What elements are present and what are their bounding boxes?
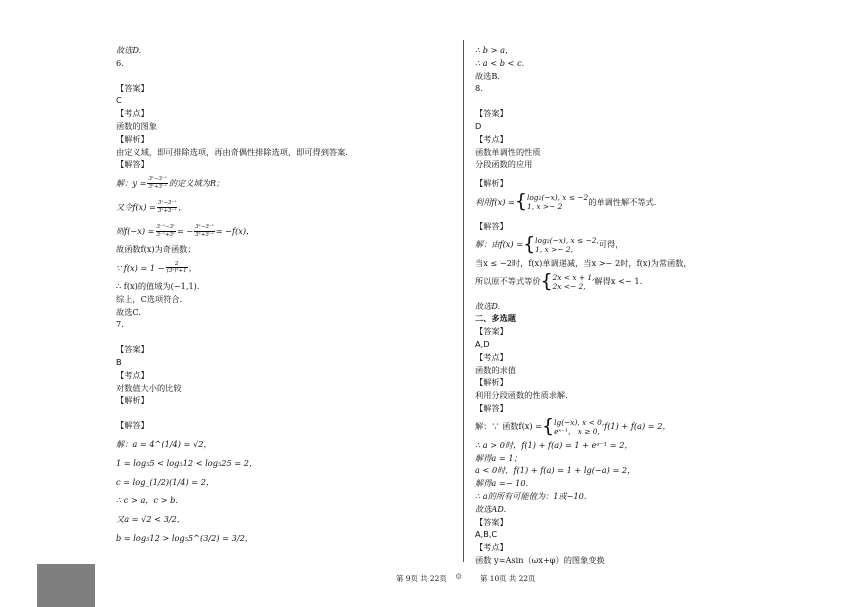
fraction [166, 261, 188, 275]
piecewise-cases [554, 418, 604, 436]
denominator: (3ˣ)²+1 [166, 268, 187, 275]
math-line [475, 190, 815, 214]
case-line: 2x < x + 1, [552, 272, 595, 282]
topic-text: 函数单调性的性质 [475, 146, 541, 157]
topic-text: 函数 y=Asin（ωx+φ）的图象变换 [475, 554, 605, 565]
case-line: lg(−x), x < 0, [554, 417, 605, 427]
brace-symbol: { [540, 270, 553, 293]
math-line: 解得a = 1； [475, 452, 522, 463]
right-page-column [475, 44, 815, 567]
numerator: 3⁻ˣ−3ˣ [156, 224, 175, 231]
question-number: 7. [116, 319, 124, 330]
answer-value: C [116, 95, 122, 106]
piecewise-cases [527, 193, 588, 211]
math-line: ∴ a的所有可能值为：1或−10. [475, 490, 587, 501]
fraction [194, 224, 214, 238]
right-page-number: 第 10页 共 22页 [480, 574, 536, 583]
math-text: 的定义域为R； [168, 177, 225, 188]
math-line: ∴ a > 0时，f(1) + f(a) = 1 + eᵃ⁻¹ = 2， [475, 439, 633, 450]
math-text: 解：y = [116, 177, 147, 188]
question-number: 6. [116, 57, 124, 68]
answer-heading: 【答案】 [116, 344, 149, 355]
analysis-heading: 【解析】 [475, 178, 508, 189]
topic-heading: 【考点】 [116, 369, 149, 380]
math-line [116, 171, 456, 195]
denominator: 3ˣ+3⁻ˣ [195, 231, 214, 238]
answer-heading: 【答案】 [475, 108, 508, 119]
text-line: 综上，C选项符合. [116, 293, 183, 304]
analysis-heading: 【解析】 [116, 395, 149, 406]
math-line: c = log_(1/2)(1/4) = 2， [116, 476, 215, 487]
math-text: 利用f(x) = [475, 196, 515, 207]
math-text: 可得， [598, 239, 624, 250]
math-line: 1 = log₅5 < log₅12 < log₅25 = 2， [116, 457, 258, 468]
gear-icon: ⚙ [455, 572, 463, 581]
brace-symbol: { [542, 415, 555, 438]
numerator: 3ˣ−3⁻ˣ [195, 224, 214, 231]
math-line: 又a = √2 < 3/2， [116, 514, 185, 525]
solution-heading: 【解答】 [475, 220, 508, 231]
brace-symbol: { [514, 190, 527, 213]
fraction [147, 176, 167, 190]
solution-heading: 【解答】 [116, 420, 149, 431]
section-heading: 二、多选题 [475, 313, 516, 324]
math-line: 解得a =− 10. [475, 478, 529, 489]
math-text: 又令f(x) = [116, 201, 156, 212]
math-line [475, 270, 815, 294]
topic-heading: 【考点】 [475, 133, 508, 144]
answer-value: D [475, 120, 482, 131]
denominator: 3ˣ+3⁻ˣ [148, 183, 167, 190]
case-line: 1, x >− 2, [535, 244, 573, 254]
solution-heading: 【解答】 [116, 159, 149, 170]
case-line: 2x <− 2, [552, 281, 586, 291]
numerator: 2 [166, 261, 188, 269]
denominator: 3⁻ˣ+3ˣ [156, 231, 175, 238]
math-line [475, 233, 815, 257]
case-line: eˣ⁻¹， x ≥ 0, [554, 426, 600, 436]
math-line: a < 0时，f(1) + f(a) = 1 + lg(−a) = 2， [475, 465, 636, 476]
topic-heading: 【考点】 [475, 542, 508, 553]
math-text: = −f(x)， [215, 225, 255, 236]
topic-text: 对数值大小的比较 [116, 382, 182, 393]
brace-symbol: { [523, 233, 536, 256]
topic-heading: 【考点】 [116, 108, 149, 119]
answer-value: A,B,C [475, 529, 498, 540]
text-line: ∴ f(x)的值域为(−1,1). [116, 280, 200, 291]
math-text: 所以原不等式等价 [475, 276, 541, 287]
math-text: 的单调性解不等式. [588, 196, 657, 207]
math-line: ∴ a < b < c. [475, 57, 525, 68]
left-page-number: 第 9页 共 22页 [396, 574, 447, 583]
left-page-column [116, 44, 456, 545]
math-line [116, 219, 456, 243]
denominator: 3ˣ+3⁻ˣ [157, 207, 177, 214]
text-line: 故选C. [116, 306, 141, 317]
text-line: 当x ≤ −2时，f(x)单调递减，当x >− 2时，f(x)为常函数， [475, 257, 692, 268]
analysis-heading: 【解析】 [475, 377, 508, 388]
math-line: b = log₅12 > log₅5^(3/2) = 3/2， [116, 532, 253, 543]
text-line: 故选D. [475, 300, 501, 311]
math-line [116, 256, 456, 280]
math-line: ∴ c > a，c > b. [116, 495, 179, 506]
case-line: log₂(−x), x ≤ −2 [526, 192, 589, 202]
math-line [116, 195, 456, 219]
math-line [475, 415, 815, 439]
math-text: ， [188, 262, 197, 273]
numerator: 3ˣ−3⁻ˣ [157, 200, 177, 207]
solution-heading: 【解答】 [475, 402, 508, 413]
column-divider [463, 40, 464, 562]
math-text: ， [178, 201, 187, 212]
math-text: 解得x <− 1. [594, 276, 643, 287]
fraction [156, 224, 176, 238]
answer-heading: 【答案】 [116, 82, 149, 93]
math-text: 解：∵ 函数f(x) = [475, 421, 543, 432]
math-text: 则f(−x) = [116, 225, 155, 236]
math-text: 解：由f(x) = [475, 239, 524, 250]
text-line: 故选AD. [475, 503, 507, 514]
math-line: 解：a = 4^(1/4) = √2， [116, 438, 212, 449]
topic-heading: 【考点】 [475, 351, 508, 362]
numerator: 3ˣ−3⁻ˣ [148, 176, 167, 183]
topic-text: 函数的求值 [475, 364, 516, 375]
text-line: 故选B. [475, 70, 500, 81]
text-line: 故函数f(x)为奇函数； [116, 244, 196, 255]
topic-text: 函数的图象 [116, 120, 157, 131]
math-text: ∵ f(x) = 1 − [116, 262, 165, 273]
math-text: = − [176, 225, 194, 236]
case-line: 1, x >− 2 [526, 201, 563, 211]
thumbnail-placeholder [37, 564, 95, 607]
fraction [157, 200, 177, 214]
question-number: 8. [475, 83, 483, 94]
answer-heading: 【答案】 [475, 516, 508, 527]
math-text: f(1) + f(a) = 2， [604, 421, 671, 432]
topic-text: 分段函数的应用 [475, 159, 533, 170]
answer-value: A,D [475, 338, 490, 349]
inequality-system [553, 273, 595, 291]
answer-value: B [116, 356, 122, 367]
analysis-text: 利用分段函数的性质求解. [475, 390, 568, 401]
piecewise-cases [535, 236, 599, 254]
math-line: ∴ b > a， [475, 45, 514, 55]
text-line: 故选D. [116, 45, 142, 55]
analysis-heading: 【解析】 [116, 133, 149, 144]
case-line: log₂(−x), x ≤ −2, [535, 235, 599, 245]
analysis-text: 由定义域，即可排除选项，再由奇偶性排除选项，即可得到答案. [116, 146, 348, 157]
answer-heading: 【答案】 [475, 326, 508, 337]
